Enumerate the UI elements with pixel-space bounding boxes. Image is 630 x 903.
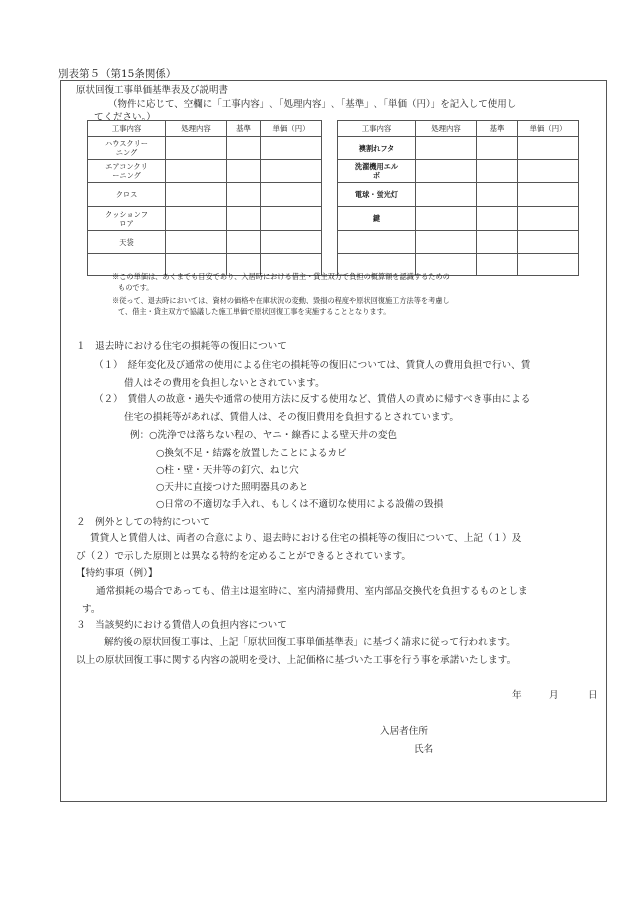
price-cell — [518, 160, 579, 183]
table-row — [88, 231, 579, 254]
standard-cell — [227, 137, 261, 160]
tenant-name-label: 氏名 — [414, 744, 434, 755]
column-gap — [322, 160, 338, 183]
section-1-para-1-line-2: 借人はその費用を負担しないとされています。 — [124, 378, 325, 389]
example-2: ○換気不足・結露を放置したことによるカビ — [156, 448, 347, 459]
standard-cell — [477, 137, 518, 160]
standard-cell — [227, 231, 261, 254]
table-row — [88, 207, 579, 231]
note-2-line-2: て、借主・貸主双方で協議した施工単価で原状回復工事を実施することとなります。 — [118, 307, 391, 316]
work-cell: クッションフ ロア — [88, 207, 166, 231]
price-cell — [261, 183, 322, 207]
work-cell: 襖割れフタ — [338, 137, 416, 160]
work-cell: 洗濯機用エル ボ — [338, 160, 416, 183]
work-cell — [338, 231, 416, 254]
treatment-cell — [416, 137, 477, 160]
treatment-cell — [166, 231, 227, 254]
note-1-line-2: ものです。 — [118, 283, 154, 292]
price-cell — [518, 254, 579, 276]
unit-price-table — [87, 120, 579, 276]
special-terms-title: 【特約事項（例）】 — [76, 568, 158, 579]
header-work: 工事内容 — [88, 121, 166, 137]
header-unit-price: 単価（円） — [261, 121, 322, 137]
special-terms-line-2: す。 — [82, 604, 101, 615]
price-cell — [261, 160, 322, 183]
date-year: 年 — [512, 690, 522, 701]
section-1-para-2-line-2: 住宅の損耗等があれば、賃借人は、その復旧費用を負担するとされています。 — [124, 412, 460, 423]
section-1-para-2-line-1: （２） 賃借人の故意・過失や通常の使用方法に反する使用など、賃借人の責めに帰すべき事由による — [94, 394, 531, 405]
work-cell: 天袋 — [88, 231, 166, 254]
column-gap — [322, 137, 338, 160]
standard-cell — [227, 207, 261, 231]
column-gap — [322, 183, 338, 207]
column-gap — [322, 121, 338, 137]
work-cell: ハウスクリー ニング — [88, 137, 166, 160]
treatment-cell — [166, 137, 227, 160]
standard-cell — [477, 231, 518, 254]
price-cell — [518, 137, 579, 160]
instructions-line-1: （物件に応じて、空欄に「工事内容」､「処理内容」､「基準」､「単価（円）」を記入して使用し — [108, 99, 517, 110]
section-2-title: ２ 例外としての特約について — [76, 517, 211, 528]
standard-cell — [477, 160, 518, 183]
price-cell — [261, 231, 322, 254]
header-standard: 基準 — [477, 121, 518, 137]
note-2-line-1: ※従って、退去時においては、資材の価格や在庫状況の変動、毀損の程度や原状回復施工方法等を考慮し — [112, 296, 450, 305]
price-cell — [518, 231, 579, 254]
section-1-title: １ 退去時における住宅の損耗等の復旧について — [76, 341, 287, 352]
section-2-line-1: 賃貸人と賃借人は、両者の合意により、退去時における住宅の損耗等の復旧について、上記（１）及 — [90, 533, 522, 544]
treatment-cell — [416, 207, 477, 231]
work-cell: 鍵 — [338, 207, 416, 231]
header-standard: 基準 — [227, 121, 261, 137]
work-cell: エアコンクリ ーニング — [88, 160, 166, 183]
tenant-address-label: 入居者住所 — [380, 726, 428, 737]
header-work: 工事内容 — [338, 121, 416, 137]
standard-cell — [227, 160, 261, 183]
work-cell: クロス — [88, 183, 166, 207]
standard-cell — [477, 183, 518, 207]
date-day: 日 — [588, 690, 598, 701]
table-row — [88, 183, 579, 207]
header-treatment: 処理内容 — [166, 121, 227, 137]
table-header-row — [88, 121, 579, 137]
standard-cell — [477, 207, 518, 231]
column-gap — [322, 207, 338, 231]
example-1: 例：○洗浄では落ちない程の、ヤニ・線香による壁天井の変色 — [130, 430, 398, 441]
special-terms-line-1: 通常損耗の場合であっても、借主は退室時に、室内清掃費用、室内部品交換代を負担するものとしま — [96, 586, 528, 597]
section-2-line-2: び（２）で示した原則とは異なる特約を定めることができるとされています。 — [76, 551, 412, 562]
treatment-cell — [416, 183, 477, 207]
standard-cell — [477, 254, 518, 276]
work-cell: 電球・蛍光灯 — [338, 183, 416, 207]
section-3-title: ３ 当該契約における賃借人の負担内容について — [76, 620, 287, 631]
price-cell — [261, 207, 322, 231]
note-1-line-1: ※この単価は、あくまでも目安であり、入居時における借主・貸主双方で負担の概算額を認識するための — [112, 272, 450, 281]
price-cell — [518, 207, 579, 231]
section-1-para-1-line-1: （１） 経年変化及び通常の使用による住宅の損耗等の復旧については、賃貸人の費用負担で行い、賃 — [94, 360, 531, 371]
table-row — [88, 160, 579, 183]
table-row — [88, 137, 579, 160]
example-5: ○日常の不適切な手入れ、もしくは不適切な使用による設備の毀損 — [156, 499, 444, 510]
header-unit-price: 単価（円） — [518, 121, 579, 137]
header-treatment: 処理内容 — [416, 121, 477, 137]
price-cell — [261, 137, 322, 160]
consent-statement: 以上の原状回復工事に関する内容の説明を受け、上記価格に基づいた工事を行う事を承諾いたします。 — [76, 655, 517, 666]
price-cell — [518, 183, 579, 207]
example-3: ○柱・壁・天井等の釘穴、ねじ穴 — [156, 465, 299, 476]
standard-cell — [227, 183, 261, 207]
date-month: 月 — [549, 690, 559, 701]
instructions-line-2: てください。） — [94, 112, 156, 123]
table-title: 原状回復工事単価基準表及び説明書 — [76, 85, 229, 96]
treatment-cell — [166, 207, 227, 231]
section-3-line-1: 解約後の原状回復工事は、上記「原状回復工事単価基準表」に基づく請求に従って行われます。 — [104, 637, 516, 648]
treatment-cell — [166, 183, 227, 207]
appendix-reference: 別表第５（第15条関係） — [58, 68, 177, 80]
example-4: ○天井に直接つけた照明器具のあと — [156, 482, 309, 493]
treatment-cell — [166, 160, 227, 183]
column-gap — [322, 231, 338, 254]
treatment-cell — [416, 231, 477, 254]
treatment-cell — [416, 160, 477, 183]
